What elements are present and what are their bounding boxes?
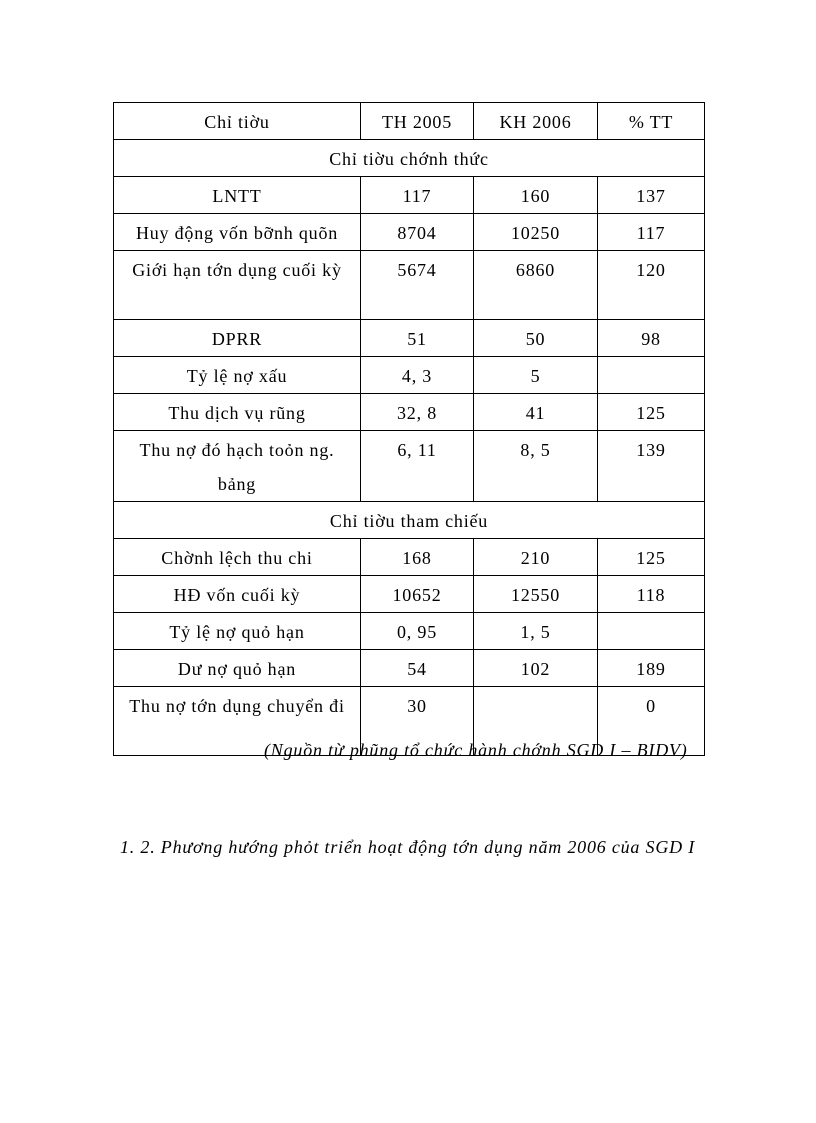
table-cell: 125 — [598, 394, 705, 431]
table-cell: Dư nợ quỏ hạn — [114, 650, 361, 687]
section-row-reference — [114, 502, 705, 539]
header-cell: KH 2006 — [474, 103, 598, 140]
table-cell: Huy động vốn bỡnh quõn — [114, 214, 361, 251]
table-cell: 168 — [361, 539, 474, 576]
table-row — [114, 576, 705, 613]
table-row — [114, 251, 705, 320]
table-cell: Chờnh lệch thu chi — [114, 539, 361, 576]
table-row — [114, 613, 705, 650]
table-cell: 189 — [598, 650, 705, 687]
table-row — [114, 320, 705, 357]
section-row-official — [114, 140, 705, 177]
table-cell: 125 — [598, 539, 705, 576]
table-cell: 139 — [598, 431, 705, 502]
table-row — [114, 431, 705, 502]
table-cell: 5 — [474, 357, 598, 394]
table-cell: 4, 3 — [361, 357, 474, 394]
table-cell: 10652 — [361, 576, 474, 613]
table-cell: Thu nợ tớn dụng chuyển đi — [114, 687, 361, 756]
table-cell: 0 — [598, 687, 705, 756]
table-cell — [598, 613, 705, 650]
table-row — [114, 214, 705, 251]
table-cell: Tỷ lệ nợ quỏ hạn — [114, 613, 361, 650]
header-cell: TH 2005 — [361, 103, 474, 140]
table-cell: 210 — [474, 539, 598, 576]
table-row — [114, 650, 705, 687]
table-cell: 5674 — [361, 251, 474, 320]
table-cell: 102 — [474, 650, 598, 687]
table-cell: 117 — [361, 177, 474, 214]
section-label: Chỉ tiờu chớnh thức — [114, 140, 705, 177]
source-note: (Nguồn từ phũng tổ chức hành chớnh SGD I – BIDV) — [264, 740, 688, 760]
table-cell: DPRR — [114, 320, 361, 357]
table-cell: 54 — [361, 650, 474, 687]
header-cell: % TT — [598, 103, 705, 140]
section-label: Chỉ tiờu tham chiếu — [114, 502, 705, 539]
table-cell: 8704 — [361, 214, 474, 251]
table-cell: 51 — [361, 320, 474, 357]
table-cell: Thu nợ đó hạch toỏn ng. bảng — [114, 431, 361, 502]
table-cell: Giới hạn tớn dụng cuối kỳ — [114, 251, 361, 320]
table-cell: Thu dịch vụ rũng — [114, 394, 361, 431]
table-cell: 98 — [598, 320, 705, 357]
table-cell: HĐ vốn cuối kỳ — [114, 576, 361, 613]
table-cell: 41 — [474, 394, 598, 431]
table-cell: 12550 — [474, 576, 598, 613]
table-row — [114, 539, 705, 576]
table-cell: 30 — [361, 687, 474, 756]
table-cell: 120 — [598, 251, 705, 320]
table-cell: 117 — [598, 214, 705, 251]
table-row — [114, 177, 705, 214]
indicator-table — [113, 102, 705, 756]
table-cell: 137 — [598, 177, 705, 214]
table-cell: Tỷ lệ nợ xấu — [114, 357, 361, 394]
section-heading: 1. 2. Phương hướng phỏt triển hoạt động tớn dụng năm 2006 của SGD I — [120, 837, 696, 857]
table-header-row — [114, 103, 705, 140]
table-cell: 160 — [474, 177, 598, 214]
table-cell: 32, 8 — [361, 394, 474, 431]
table-cell: 8, 5 — [474, 431, 598, 502]
table-cell: 6, 11 — [361, 431, 474, 502]
table-cell: 6860 — [474, 251, 598, 320]
table-cell: 1, 5 — [474, 613, 598, 650]
table-row — [114, 394, 705, 431]
table-cell: 0, 95 — [361, 613, 474, 650]
table-cell: 50 — [474, 320, 598, 357]
table-cell: 10250 — [474, 214, 598, 251]
table-cell: 118 — [598, 576, 705, 613]
header-cell: Chỉ tiờu — [114, 103, 361, 140]
table-cell: LNTT — [114, 177, 361, 214]
table-row — [114, 357, 705, 394]
table-cell — [598, 357, 705, 394]
